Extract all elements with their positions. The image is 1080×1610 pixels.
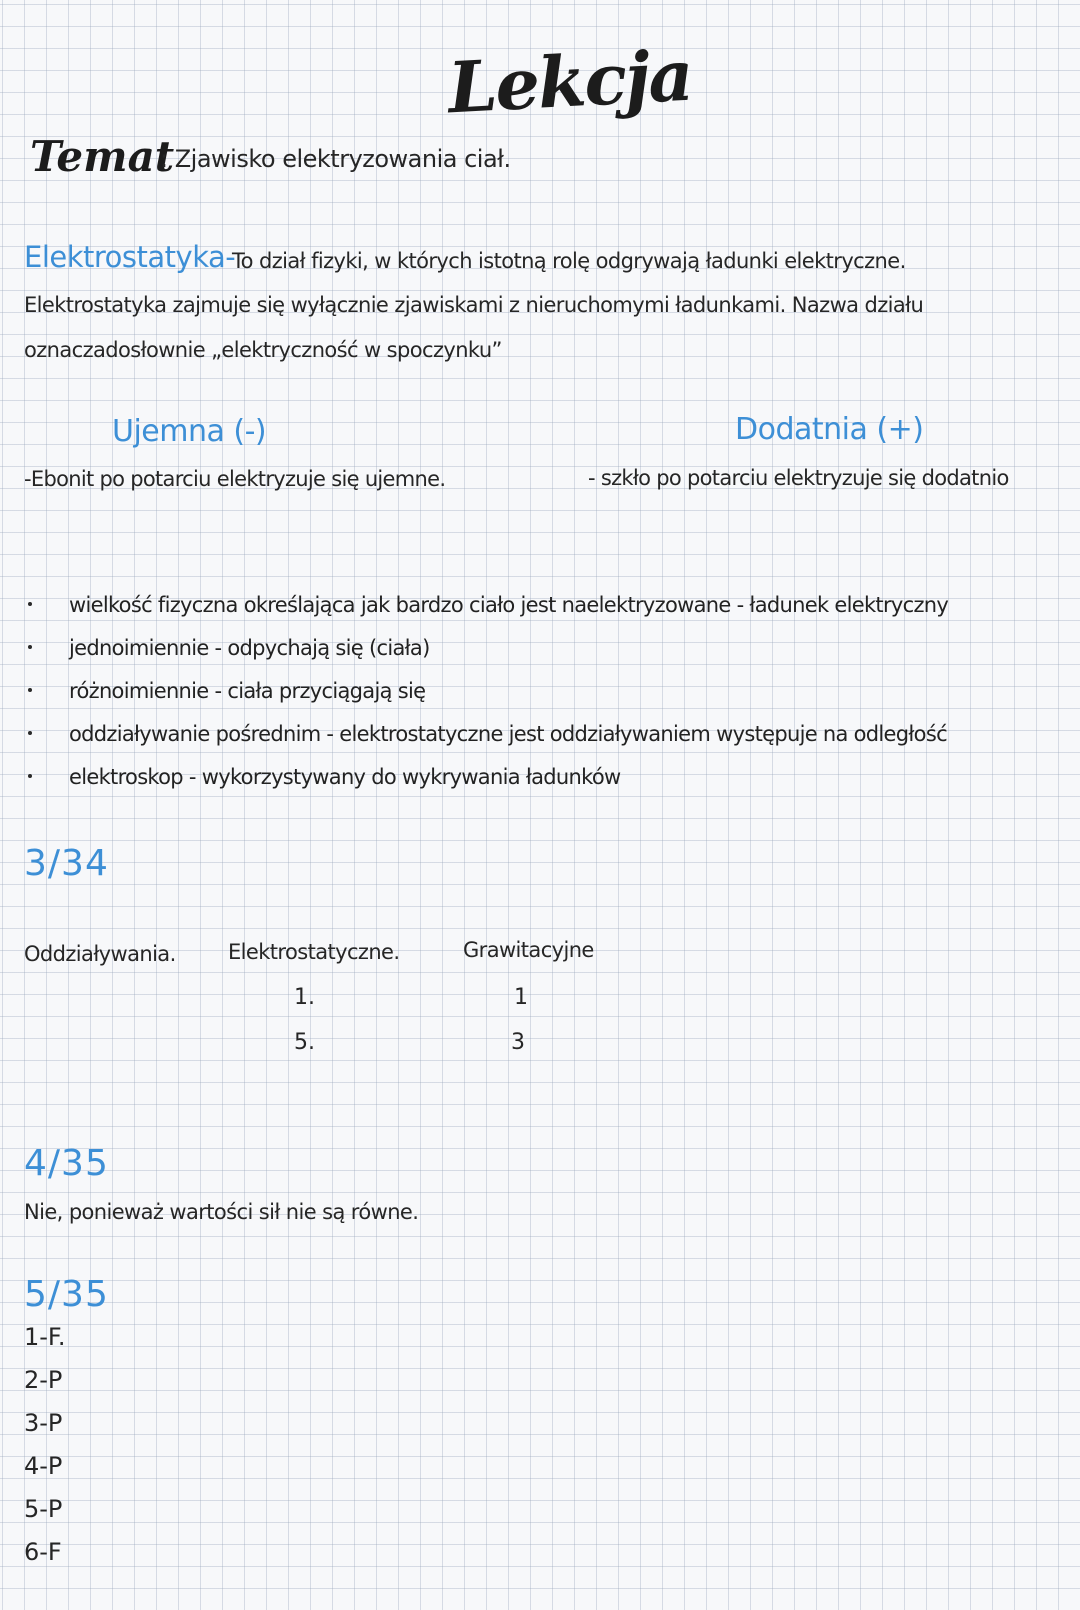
list-item: wielkość fizyczna określająca jak bardzo ciało jest naelektryzowane - ładunek elektryczny bbox=[24, 590, 948, 633]
negative-charge-heading: Ujemna (-) bbox=[112, 414, 267, 449]
list-item: różnoimiennie - ciała przyciągają się bbox=[24, 676, 948, 719]
negative-charge-text: -Ebonit po potarciu elektryzuje się ujemne. bbox=[24, 467, 446, 491]
list-item: 5-P bbox=[24, 1495, 63, 1523]
list-item: 1-F. bbox=[24, 1323, 66, 1351]
list-item: jednoimiennie - odpychają się (ciała) bbox=[24, 633, 948, 676]
definition-text: To dział fizyki, w których istotną rolę odgrywają ładunki elektryczne. bbox=[232, 249, 906, 273]
definition-line-3: oznaczadosłownie „elektryczność w spoczynku” bbox=[24, 338, 502, 362]
bullet-dot-icon bbox=[28, 774, 32, 778]
table-cell: 1. bbox=[294, 985, 315, 1010]
list-item: elektroskop - wykorzystywany do wykrywania ładunków bbox=[24, 762, 948, 805]
exercise-2-answer: Nie, ponieważ wartości sił nie są równe. bbox=[24, 1200, 419, 1224]
bullet-dot-icon bbox=[28, 602, 32, 606]
definition-line-2: Elektrostatyka zajmuje się wyłącznie zjawiskami z nieruchomymi ładunkami. Nazwa działu bbox=[24, 293, 924, 317]
exercise-3-answers bbox=[24, 1320, 66, 1578]
table-header-electrostatic: Elektrostatyczne. bbox=[228, 940, 400, 964]
page-title: Lekcja bbox=[445, 33, 694, 130]
positive-charge-heading: Dodatnia (+) bbox=[735, 412, 924, 447]
exercise-1-number: 3/34 bbox=[24, 843, 109, 884]
exercise-3-number: 5/35 bbox=[24, 1274, 109, 1315]
list-item: 3-P bbox=[24, 1409, 63, 1437]
facts-list bbox=[24, 590, 948, 805]
definition-term: Elektrostatyka- bbox=[24, 240, 236, 274]
table-header-gravitational: Grawitacyjne bbox=[463, 938, 594, 962]
topic-text: : Zjawisko elektryzowania ciał. bbox=[160, 145, 511, 173]
table-cell: 3 bbox=[511, 1030, 525, 1055]
list-item: 6-F bbox=[24, 1538, 62, 1566]
list-item: oddziaływanie pośrednim - elektrostatyczne jest oddziaływaniem występuje na odległość bbox=[24, 719, 948, 762]
table-cell: 5. bbox=[294, 1030, 315, 1055]
list-item: 2-P bbox=[24, 1366, 63, 1394]
bullet-dot-icon bbox=[28, 688, 32, 692]
bullet-dot-icon bbox=[28, 645, 32, 649]
table-row-label: Oddziaływania. bbox=[24, 942, 176, 966]
table-cell: 1 bbox=[514, 985, 528, 1010]
positive-charge-text: - szkło po potarciu elektryzuje się dodatnio bbox=[588, 466, 1009, 490]
topic-label: Temat bbox=[30, 132, 175, 181]
list-item: 4-P bbox=[24, 1452, 63, 1480]
bullet-dot-icon bbox=[28, 731, 32, 735]
exercise-2-number: 4/35 bbox=[24, 1143, 109, 1184]
